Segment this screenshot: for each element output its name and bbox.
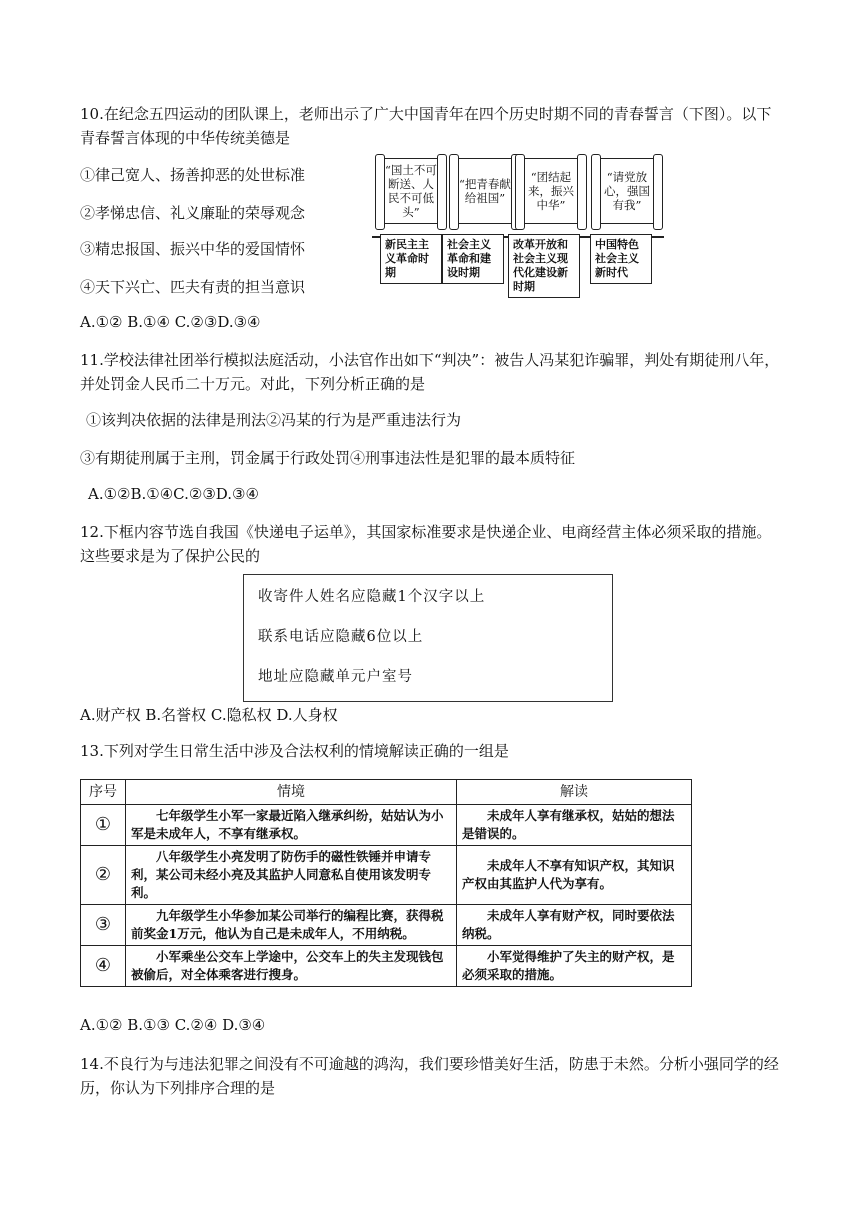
oath-banner-3: “团结起来，振兴中华” [520, 158, 582, 224]
table-header-row [81, 780, 692, 805]
period-box-4: 中国特色社会主义新时代 [590, 234, 652, 284]
oath-banner-4: “请党放心，强国有我” [596, 158, 658, 224]
header-scenario: 情境 [126, 780, 457, 805]
q10-item-4: ④天下兴亡、匹夫有责的担当意识 [80, 278, 306, 296]
oath-banner-1: “国土不可断送、人民不可低头” [380, 158, 442, 224]
period-box-2: 社会主义革命和建设时期 [442, 234, 504, 284]
youth-oath-figure [372, 158, 664, 298]
row-number: ④ [81, 946, 126, 987]
box-line-3: 地址应隐藏单元户室号 [258, 669, 413, 685]
row-scenario: 七年级学生小军一家最近陷入继承纠纷，姑姑认为小军是未成年人，不享有继承权。 [126, 805, 457, 846]
q13-stem: 13.下列对学生日常生活中涉及合法权利的情境解读正确的一组是 [80, 742, 509, 760]
table-row [81, 905, 692, 946]
period-box-3: 改革开放和社会主义现代化建设新时期 [508, 234, 580, 298]
q13-options: A.①② B.①③ C.②④ D.③④ [80, 1016, 266, 1034]
row-scenario: 八年级学生小亮发明了防伤手的磁性铁锤并申请专利，某公司未经小亮及其监护人同意私自使用该发明专利。 [126, 846, 457, 905]
q11-options: A.①②B.①④C.②③D.③④ [88, 485, 259, 503]
row-number: ③ [81, 905, 126, 946]
row-scenario: 九年级学生小华参加某公司举行的编程比赛，获得税前奖金1万元，他认为自己是未成年人，不用纳税。 [126, 905, 457, 946]
row-number: ① [81, 805, 126, 846]
q10-item-3: ③精忠报国、振兴中华的爱国情怀 [80, 240, 306, 258]
row-number: ② [81, 846, 126, 905]
q12-stem: 12.下框内容节选自我国《快递电子运单》，其国家标准要求是快递企业、电商经营主体必须采取的措施。这些要求是为了保护公民的 [80, 523, 772, 565]
header-interpretation: 解读 [457, 780, 692, 805]
q12-options: A.财产权 B.名誉权 C.隐私权 D.人身权 [80, 706, 338, 724]
waybill-requirements-box [243, 574, 613, 702]
period-box-1: 新民主主义革命时期 [380, 234, 442, 284]
rights-scenario-table [80, 779, 692, 987]
q11-stem: 11.学校法律社团举行模拟法庭活动，小法官作出如下“判决”：被告人冯某犯诈骗罪，判处有期徒刑八年，并处罚金人民币二十万元。对此，下列分析正确的是 [80, 351, 780, 393]
q11-line-2: ③有期徒刑属于主刑，罚金属于行政处罚④刑事违法性是犯罪的最本质特征 [80, 449, 576, 467]
q10-stem: 10.在纪念五四运动的团队课上，老师出示了广大中国青年在四个历史时期不同的青春誓言（下图）。以下青春誓言体现的中华传统美德是 [80, 105, 772, 147]
row-interpretation: 小军觉得维护了失主的财产权，是必须采取的措施。 [457, 946, 692, 987]
header-number: 序号 [81, 780, 126, 805]
row-interpretation: 未成年人享有继承权，姑姑的想法是错误的。 [457, 805, 692, 846]
table-row [81, 805, 692, 846]
row-interpretation: 未成年人享有财产权，同时要依法纳税。 [457, 905, 692, 946]
q11-line-1: ①该判决依据的法律是刑法②冯某的行为是严重违法行为 [86, 411, 462, 429]
q14-stem: 14.不良行为与违法犯罪之间没有不可逾越的鸿沟，我们要珍惜美好生活，防患于未然。分析小强同学的经历，你认为下列排序合理的是 [80, 1055, 779, 1097]
box-line-1: 收寄件人姓名应隐藏1个汉字以上 [258, 589, 486, 605]
table-row [81, 946, 692, 987]
oath-banner-2: “把青春献给祖国” [454, 158, 516, 224]
q10-options: A.①② B.①④ C.②③D.③④ [80, 313, 261, 331]
box-line-2: 联系电话应隐藏6位以上 [258, 629, 424, 645]
table-row [81, 846, 692, 905]
row-interpretation: 未成年人不享有知识产权，其知识产权由其监护人代为享有。 [457, 846, 692, 905]
q10-item-1: ①律己宽人、扬善抑恶的处世标准 [80, 166, 306, 184]
q10-item-2: ②孝悌忠信、礼义廉耻的荣辱观念 [80, 204, 306, 222]
row-scenario: 小军乘坐公交车上学途中，公交车上的失主发现钱包被偷后，对全体乘客进行搜身。 [126, 946, 457, 987]
